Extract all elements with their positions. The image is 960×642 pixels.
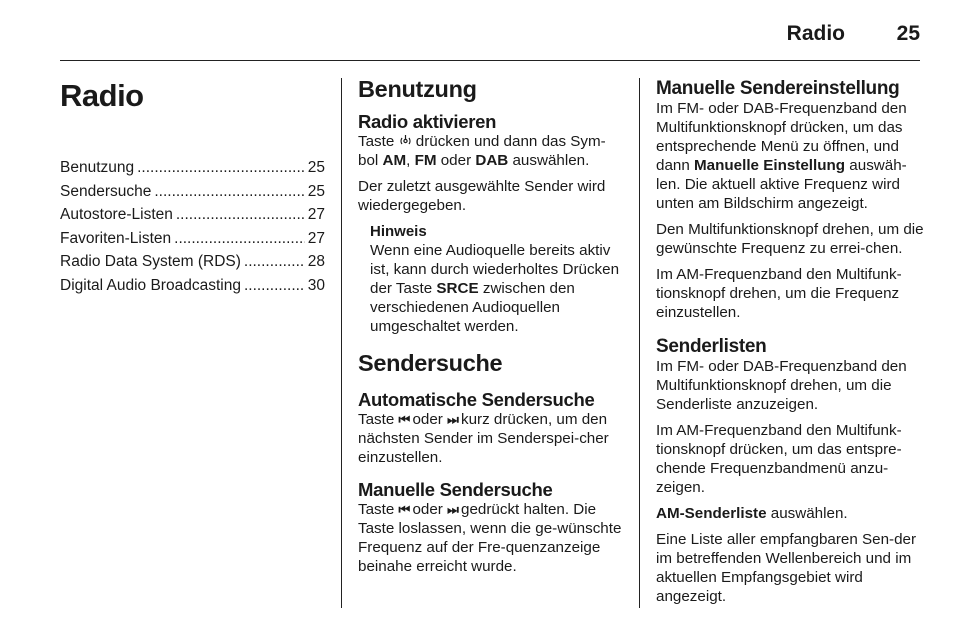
toc-entry[interactable]: Autostore-Listen ..... 27 bbox=[60, 203, 325, 227]
section-heading-benutzung: Benutzung bbox=[358, 76, 477, 102]
toc-entry[interactable]: Radio Data System (RDS) ..... 28 bbox=[60, 250, 325, 274]
note-box bbox=[370, 222, 622, 336]
section-heading-sendersuche: Sendersuche bbox=[358, 350, 503, 376]
paragraph: Taste ⏮ oder ⏭ gedrückt halten. Die Taste loslassen, wenn die ge-wünschte Frequenz auf der Fre-quenzanzeige beinahe erreicht wurde. bbox=[358, 501, 622, 575]
chapter-title: Radio bbox=[60, 78, 144, 113]
paragraph: Taste ⏮ oder ⏭ kurz drücken, um den nächsten Sender im Senderspei-cher einzustellen. bbox=[358, 411, 609, 466]
toc-entry[interactable]: Digital Audio Broadcasting ..... 30 bbox=[60, 274, 325, 298]
skip-back-icon: ⏮ bbox=[398, 502, 409, 517]
paragraph: Im FM- oder DAB-Frequenzband den Multifunktionsknopf drehen, um die Senderliste anzuzeigen. bbox=[656, 358, 907, 413]
column-divider-left bbox=[341, 78, 342, 608]
paragraph: Im AM-Frequenzband den Multifunk-tionsknopf drücken, um das entspre-chende Frequenzbandmenü anzu-zeigen. bbox=[656, 422, 902, 496]
column-divider-right bbox=[639, 78, 640, 608]
right-column bbox=[656, 72, 924, 613]
note-heading: Hinweis bbox=[370, 223, 427, 240]
table-of-contents bbox=[60, 156, 325, 297]
paragraph: Im AM-Frequenzband den Multifunk-tionsknopf drehen, um die Frequenz einzustellen. bbox=[656, 266, 902, 321]
skip-back-icon: ⏮ bbox=[398, 412, 409, 427]
toc-entry[interactable]: Benutzung ..... 25 bbox=[60, 156, 325, 180]
note-text: Wenn eine Audioquelle bereits aktiv ist, kann durch wiederholtes Drücken der Taste SRCE zwischen den verschiedenen Audioquellen umgeschaltet werden. bbox=[370, 242, 620, 335]
page-number: 25 bbox=[896, 22, 920, 45]
radio-antenna-icon bbox=[399, 134, 412, 147]
subsection-heading-manuelle-sendersuche: Manuelle Sendersuche bbox=[358, 479, 553, 500]
page-header bbox=[60, 18, 920, 48]
header-title: Radio bbox=[786, 22, 845, 45]
toc-entry[interactable]: Favoriten-Listen ..... 27 bbox=[60, 227, 325, 251]
skip-forward-icon: ⏭ bbox=[447, 412, 457, 427]
paragraph: Im FM- oder DAB-Frequenzband den Multifunktionsknopf drücken, um das entsprechende Menü zu öffnen, und dann Manuelle Einstellung auswäh-len. Die aktuell aktive Frequenz wird unten am Bildschirm angezeigt. bbox=[656, 100, 907, 212]
subsection-heading-manuelle-sendereinstellung: Manuelle Sendereinstellung bbox=[656, 78, 900, 99]
paragraph: AM-Senderliste auswählen. bbox=[656, 505, 848, 522]
subsection-heading-automatische-sendersuche: Automatische Sendersuche bbox=[358, 389, 595, 410]
paragraph: Eine Liste aller empfangbaren Sen-der im betreffenden Wellenbereich und im aktuellen Empfangsgebiet wird angezeigt. bbox=[656, 531, 917, 605]
skip-forward-icon: ⏭ bbox=[447, 502, 457, 517]
subsection-heading-senderlisten: Senderlisten bbox=[656, 336, 767, 357]
paragraph: Taste drücken und dann das Sym-bol AM, FM oder DAB auswählen. bbox=[358, 133, 606, 169]
middle-column bbox=[358, 72, 622, 583]
toc-entry[interactable]: Sendersuche ..... 25 bbox=[60, 180, 325, 204]
subsection-heading-radio-aktivieren: Radio aktivieren bbox=[358, 111, 497, 132]
paragraph: Der zuletzt ausgewählte Sender wird wiedergegeben. bbox=[358, 178, 606, 214]
toc-column bbox=[60, 72, 325, 297]
paragraph: Den Multifunktionsknopf drehen, um die gewünschte Frequenz zu errei-chen. bbox=[656, 221, 924, 257]
header-rule bbox=[60, 60, 920, 61]
